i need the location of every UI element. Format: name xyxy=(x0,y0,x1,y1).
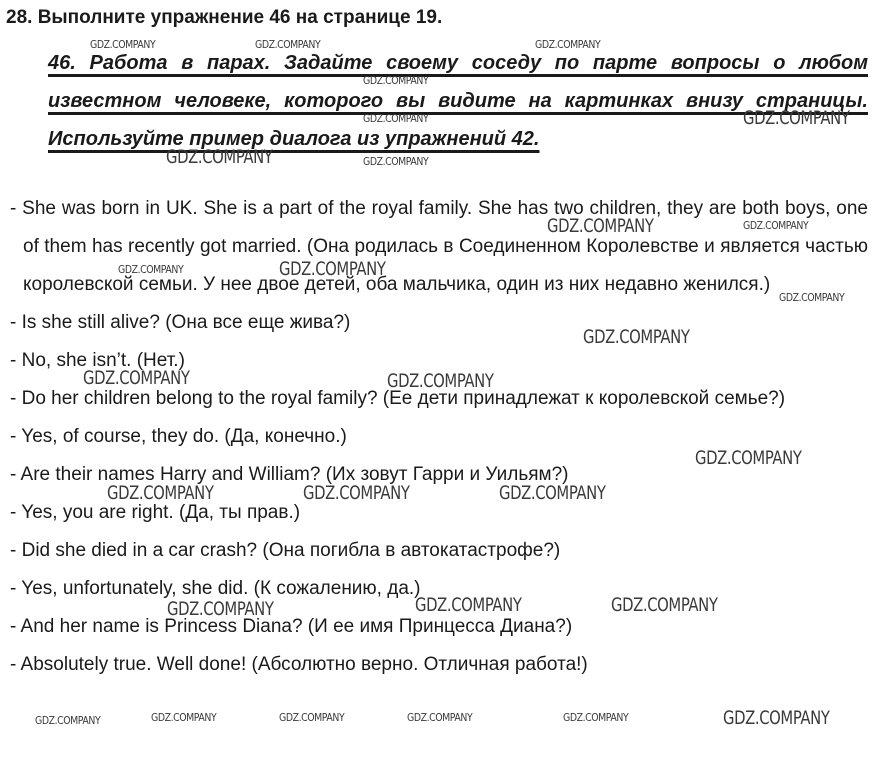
watermark: GDZ.COMPANY xyxy=(107,482,214,504)
dialog-line-4: - Do her children belong to the royal family? (Ее дети принадлежат к королевской семье?) xyxy=(10,388,786,409)
dialog-line-3: - No, she isn’t. (Нет.) xyxy=(10,350,185,371)
watermark: GDZ.COMPANY xyxy=(743,219,809,232)
dialog-line-2: - Is she still alive? (Она все еще жива?) xyxy=(10,312,351,333)
dialog-line-11: - Absolutely true. Well done! (Абсолютно верно. Отличная работа!) xyxy=(10,654,588,675)
watermark: GDZ.COMPANY xyxy=(611,594,718,616)
watermark: GDZ.COMPANY xyxy=(255,38,321,51)
watermark: GDZ.COMPANY xyxy=(118,263,184,276)
watermark: GDZ.COMPANY xyxy=(499,482,606,504)
watermark: GDZ.COMPANY xyxy=(547,215,654,237)
watermark: GDZ.COMPANY xyxy=(407,711,473,724)
watermark: GDZ.COMPANY xyxy=(363,112,429,125)
dialog-line-7: - Yes, you are right. (Да, ты прав.) xyxy=(10,502,301,523)
watermark: GDZ.COMPANY xyxy=(387,370,494,392)
dialog-line-6: - Are their names Harry and William? (Их зовут Гарри и Уильям?) xyxy=(10,464,569,485)
watermark: GDZ.COMPANY xyxy=(35,714,101,727)
watermark: GDZ.COMPANY xyxy=(415,594,522,616)
watermark: GDZ.COMPANY xyxy=(779,291,845,304)
watermark: GDZ.COMPANY xyxy=(303,482,410,504)
dialog-line-8: - Did she died in a car crash? (Она погибла в автокатастрофе?) xyxy=(10,540,561,561)
watermark: GDZ.COMPANY xyxy=(743,107,850,129)
watermark: GDZ.COMPANY xyxy=(363,155,429,168)
watermark: GDZ.COMPANY xyxy=(279,258,386,280)
watermark: GDZ.COMPANY xyxy=(167,598,274,620)
watermark: GDZ.COMPANY xyxy=(151,711,217,724)
watermark: GDZ.COMPANY xyxy=(583,326,690,348)
watermark: GDZ.COMPANY xyxy=(83,367,190,389)
watermark: GDZ.COMPANY xyxy=(90,38,156,51)
exercise-heading: 28. Выполните упражнение 46 на странице 19. xyxy=(6,7,443,28)
watermark: GDZ.COMPANY xyxy=(166,146,273,168)
watermark: GDZ.COMPANY xyxy=(535,38,601,51)
watermark: GDZ.COMPANY xyxy=(279,711,345,724)
dialog-line-5: - Yes, of course, they do. (Да, конечно.) xyxy=(10,426,347,447)
watermark: GDZ.COMPANY xyxy=(363,74,429,87)
watermark: GDZ.COMPANY xyxy=(695,447,802,469)
task-instruction: 46. Работа в парах. Задайте своему соседу по парте вопросы о любом известном человеке, которого вы видите на картинках внизу страницы. Используйте пример диалога из упражнений 42. xyxy=(48,52,868,150)
watermark: GDZ.COMPANY xyxy=(723,707,830,729)
watermark: GDZ.COMPANY xyxy=(563,711,629,724)
dialog-line-1: - She was born in UK. She is a part of the royal family. She has two children, they are both boys, one of them has recently got married. (Она родилась в Соединенном Королевстве и является частью королевской семьи. У нее двое детей, оба мальчика, один из них недавно женился.) xyxy=(10,198,868,295)
dialog-line-10: - And her name is Princess Diana? (И ее имя Принцесса Диана?) xyxy=(10,616,573,637)
dialog-line-9: - Yes, unfortunately, she did. (К сожалению, да.) xyxy=(10,578,421,599)
